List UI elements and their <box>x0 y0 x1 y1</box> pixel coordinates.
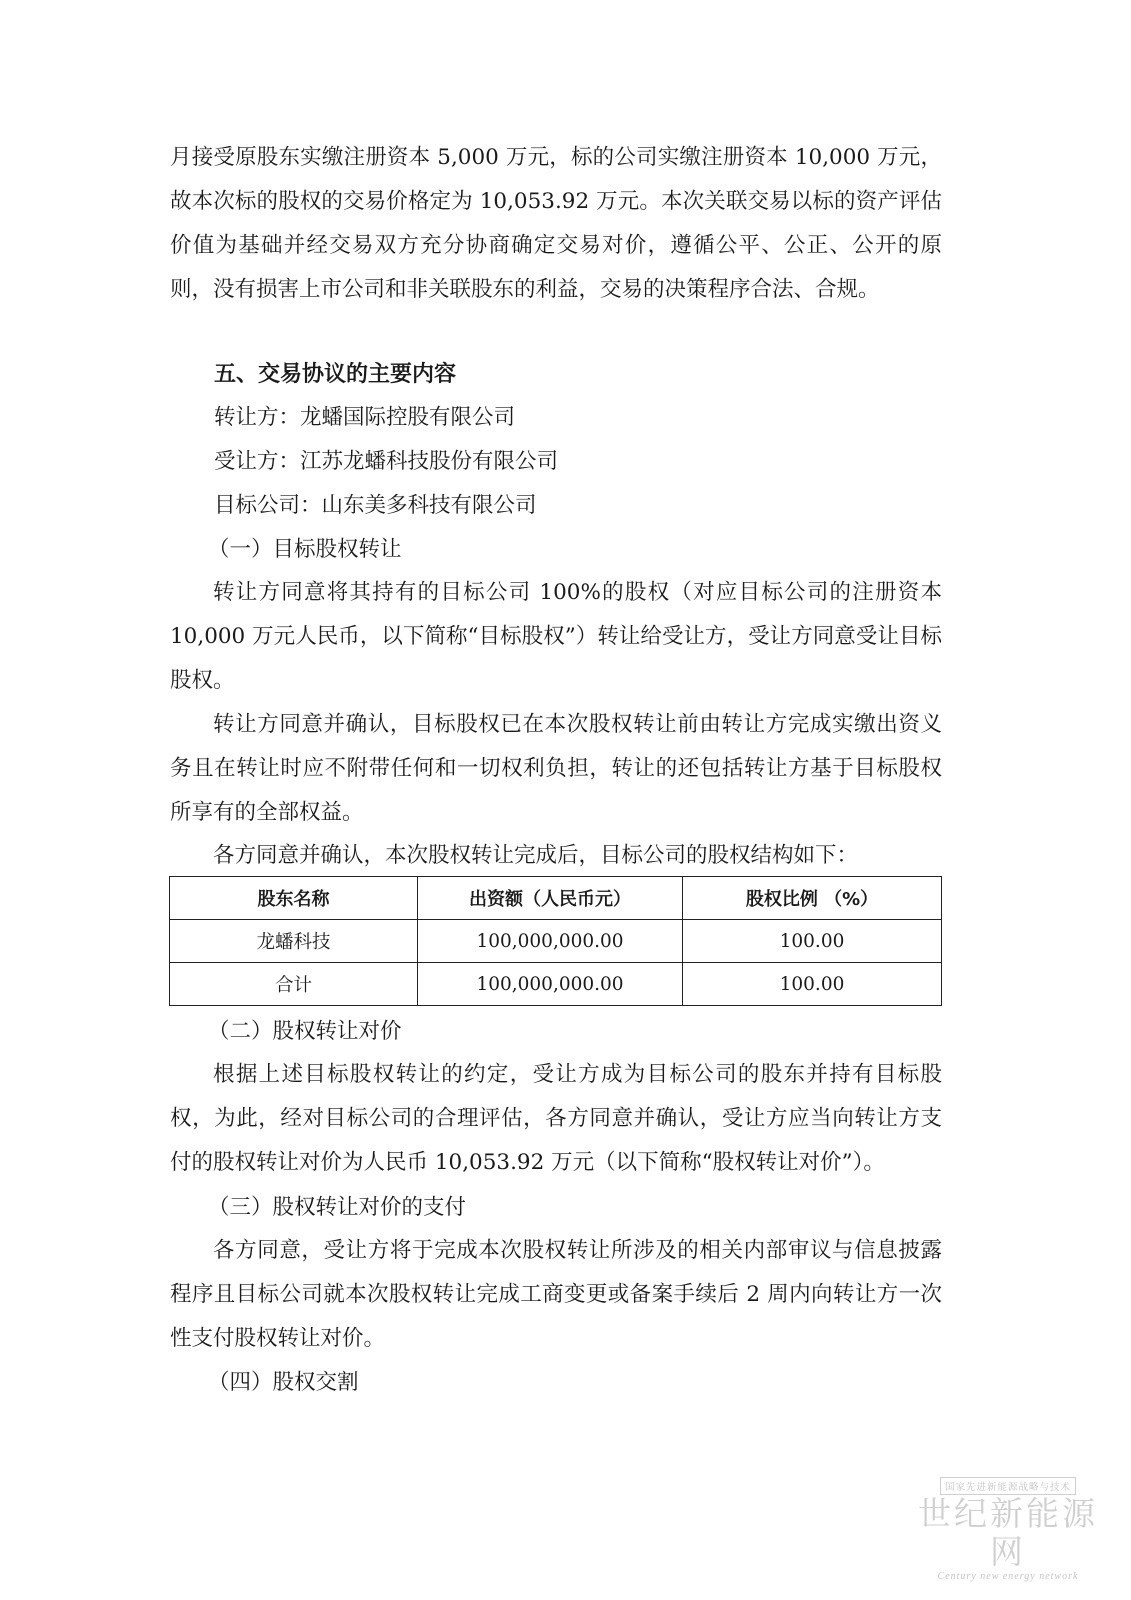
section-heading: 五、交易协议的主要内容 <box>214 362 457 387</box>
sub1-paragraph-2: 转让方同意并确认，目标股权已在本次股权转让前由转让方完成实缴出资义务且在转让时应不附带任何和一切权利负担，转让的还包括转让方基于目标股权所享有的全部权益。 <box>170 712 942 825</box>
cell-capital: 100,000,000.00 <box>418 920 683 963</box>
cell-total-ratio: 100.00 <box>683 963 942 1006</box>
sub1-paragraph-1: 转让方同意将其持有的目标公司 100%的股权（对应目标公司的注册资本 10,000 万元人民币，以下简称“目标股权”）转让给受让方，受让方同意受让目标股权。 <box>170 580 942 693</box>
table-header-row <box>170 877 942 920</box>
transferee-line: 受让方：江苏龙蟠科技股份有限公司 <box>214 449 559 474</box>
sub3-heading: （三）股权转让对价的支付 <box>208 1195 467 1220</box>
sub1-heading: （一）目标股权转让 <box>208 537 402 562</box>
watermark-slogan: 国家先进新能源战略与技术 <box>940 1477 1076 1495</box>
sub2-paragraph: 根据上述目标股权转让的约定，受让方成为目标公司的股东并持有目标股权，为此，经对目标公司的合理评估，各方同意并确认，受让方应当向转让方支付的股权转让对价为人民币 10,053.92 万元（以下简称“股权转让对价”）。 <box>170 1062 942 1175</box>
sub4-heading: （四）股权交割 <box>208 1370 359 1395</box>
header-shareholder: 股东名称 <box>170 877 418 920</box>
watermark-logo <box>913 1475 1103 1582</box>
sub2-heading: （二）股权转让对价 <box>208 1019 402 1044</box>
cell-total-label: 合计 <box>170 963 418 1006</box>
sub1-paragraph-3: 各方同意并确认，本次股权转让完成后，目标公司的股权结构如下： <box>213 843 859 868</box>
cell-shareholder: 龙蟠科技 <box>170 920 418 963</box>
cell-total-capital: 100,000,000.00 <box>418 963 683 1006</box>
equity-structure-table <box>169 876 942 1006</box>
table-row-total <box>170 963 942 1006</box>
watermark-title: 世纪新能源网 <box>918 1494 1098 1571</box>
table-row <box>170 920 942 963</box>
header-capital: 出资额（人民币元） <box>418 877 683 920</box>
watermark-subtitle: Century new energy network <box>937 1571 1079 1582</box>
cell-ratio: 100.00 <box>683 920 942 963</box>
target-company-line: 目标公司：山东美多科技有限公司 <box>214 493 537 518</box>
transferor-line: 转让方：龙蟠国际控股有限公司 <box>214 405 516 430</box>
header-ratio: 股权比例 （%） <box>683 877 942 920</box>
intro-paragraph: 月接受原股东实缴注册资本 5,000 万元，标的公司实缴注册资本 10,000 万元，故本次标的股权的交易价格定为 10,053.92 万元。本次关联交易以标的资产评估价值为基础并经交易双方充分协商确定交易对价，遵循公平、公正、公开的原则，没有损害上市公司和非关联股东的利益，交易的决策程序合法、合规。 <box>170 145 942 302</box>
sub3-paragraph: 各方同意，受让方将于完成本次股权转让所涉及的相关内部审议与信息披露程序且目标公司就本次股权转让完成工商变更或备案手续后 2 周内向转让方一次性支付股权转让对价。 <box>170 1238 942 1351</box>
